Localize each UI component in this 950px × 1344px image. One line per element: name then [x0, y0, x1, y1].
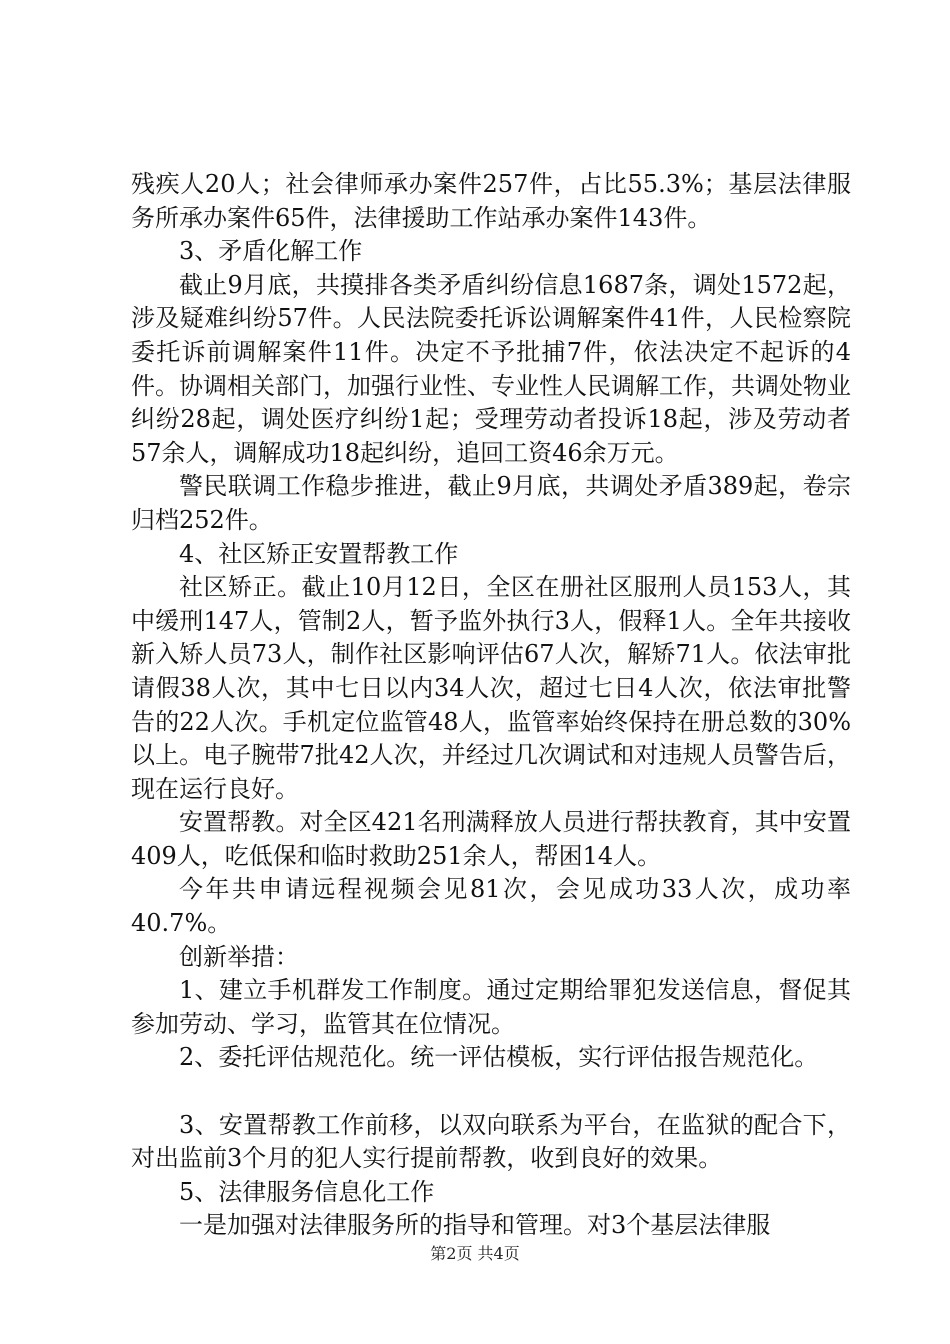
page-footer: 第2页 共4页	[430, 1244, 520, 1263]
document-body	[131, 168, 851, 1243]
section-heading-5: 5、法律服务信息化工作	[179, 1177, 435, 1206]
paragraph-1: 残疾人20人；社会律师承办案件257件，占比55.3%；基层法律服务所承办案件65件，法律援助工作站承办案件143件。	[131, 170, 851, 232]
section-heading-4: 4、社区矫正安置帮教工作	[179, 539, 459, 568]
paragraph-3: 截止9月底，共摸排各类矛盾纠纷信息1687条，调处1572起，涉及疑难纠纷57件。人民法院委托诉讼调解案件41件，人民检察院委托诉前调解案件11件。决定不予批捕7件，依法决定不起诉的4件。协调相关部门，加强行业性、专业性人民调解工作，共调处物业纠纷28起，调处医疗纠纷1起；受理劳动者投诉18起，涉及劳动者57余人，调解成功18起纠纷，追回工资46余万元。	[131, 270, 851, 467]
paragraph-4: 警民联调工作稳步推进，截止9月底，共调处矛盾389起，卷宗归档252件。	[131, 472, 851, 534]
paragraph-8: 今年共申请远程视频会见81次，会见成功33人次，成功率40.7%。	[131, 875, 851, 938]
paragraph-12: 3、安置帮教工作前移，以双向联系为平台，在监狱的配合下，对出监前3个月的犯人实行提前帮教，收到良好的效果。	[131, 1110, 851, 1173]
paragraph-7: 安置帮教。对全区421名刑满释放人员进行帮扶教育，其中安置409人，吃低保和临时救助251余人，帮困14人。	[131, 808, 851, 870]
paragraph-14: 一是加强对法律服务所的指导和管理。对3个基层法律服	[179, 1211, 771, 1240]
paragraph-11: 2、委托评估规范化。统一评估模板，实行评估报告规范化。	[179, 1043, 819, 1072]
paragraph-10: 1、建立手机群发工作制度。通过定期给罪犯发送信息，督促其参加劳动、学习，监管其在位情况。	[131, 976, 851, 1038]
section-heading-3: 3、矛盾化解工作	[179, 237, 363, 266]
innovation-heading: 创新举措：	[179, 942, 299, 971]
paragraph-6: 社区矫正。截止10月12日，全区在册社区服刑人员153人，其中缓刑147人，管制2人，暂予监外执行3人，假释1人。全年共接收新入矫人员73人，制作社区影响评估67人次，解矫71人。依法审批请假38人次，其中七日以内34人次，超过七日4人次，依法审批警告的22人次。手机定位监管48人，监管率始终保持在册总数的30%以上。电子腕带7批42人次，并经过几次调试和对违规人员警告后，现在运行良好。	[131, 573, 851, 803]
blank-line	[131, 1075, 851, 1109]
